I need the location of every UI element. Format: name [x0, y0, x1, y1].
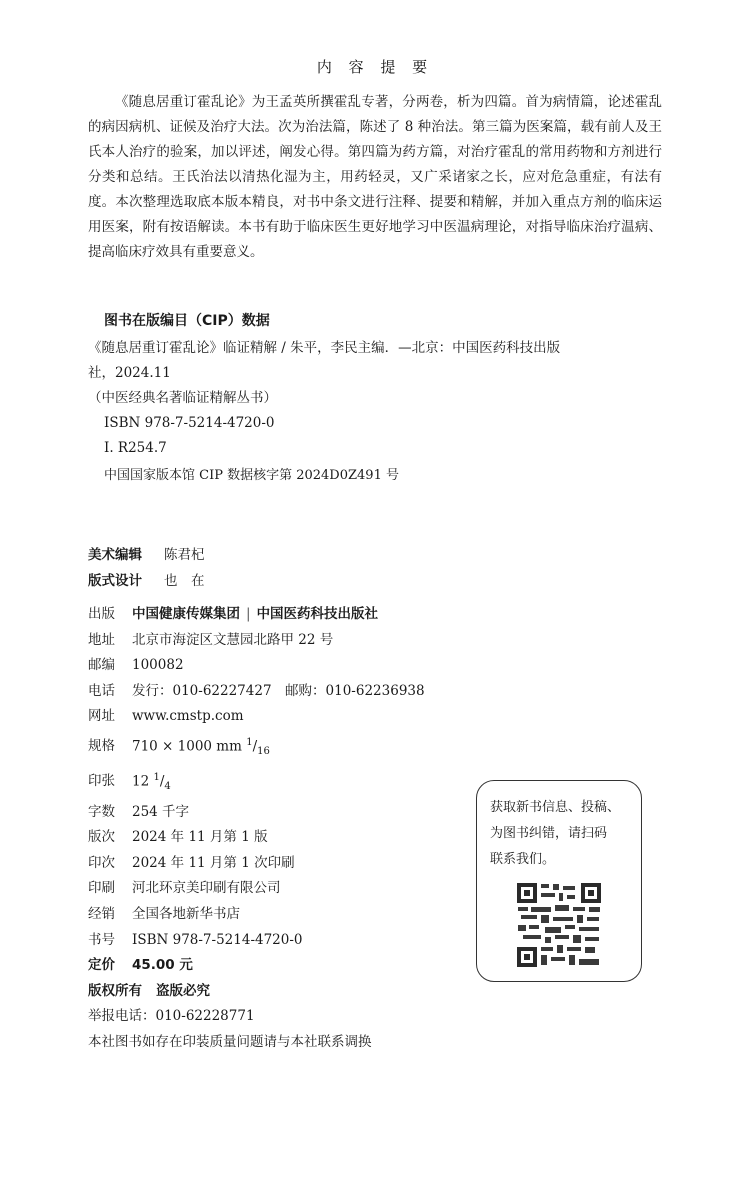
cip-title-line-cont: 社，2024.11 [88, 365, 171, 381]
field-label: 印张 [88, 773, 115, 790]
credit-label: 美术编辑 [88, 547, 142, 563]
cip-title-line: 《随息居重订霍乱论》临证精解 / 朱平，李民主编．—北京：中国医药科技出版 [88, 340, 561, 356]
field-value: 河北环京美印刷有限公司 [132, 880, 281, 897]
book-number-row [88, 928, 425, 954]
publisher-separator: | [246, 606, 251, 622]
credit-row-layout-design [88, 568, 205, 594]
summary-section [88, 90, 662, 265]
field-value: 2024 年 11 月第 1 版 [132, 829, 268, 846]
format-row: 规格 710 × 1000 mm $^1/_{16}$ [88, 730, 425, 765]
field-value: ISBN 978-7-5214-4720-0 [132, 931, 303, 948]
report-phone-row: 举报电话：010-62228771 [88, 1008, 255, 1025]
credit-row-art-editor [88, 542, 205, 568]
price-row [88, 953, 425, 979]
publication-info [88, 602, 425, 1055]
printing-row [88, 851, 425, 877]
publisher-group: 中国健康传媒集团 [132, 606, 240, 622]
postcode-row [88, 653, 425, 679]
cip-record-number: 中国国家版本馆 CIP 数据核字第 2024D0Z491 号 [104, 468, 399, 483]
copyright-row [88, 979, 425, 1005]
field-label: 版次 [88, 829, 115, 846]
fraction-denominator: 16 [257, 746, 270, 758]
quality-notice: 本社图书如存在印装质量问题请与本社联系调换 [88, 1033, 372, 1050]
field-label: 出版 [88, 606, 115, 622]
field-label: 网址 [88, 708, 115, 725]
piracy-notice: 盗版必究 [156, 982, 210, 999]
field-label: 邮编 [88, 657, 115, 674]
qr-contact-box [476, 780, 642, 982]
word-count-row [88, 800, 425, 826]
qr-caption-line: 获取新书信息、投稿、 [490, 800, 621, 815]
field-label: 书号 [88, 931, 115, 948]
cip-series: （中医经典名著临证精解丛书） [88, 390, 277, 406]
summary-paragraph: 《随息居重订霍乱论》为王孟英所撰霍乱专著，分两卷，析为四篇。首为病情篇，论述霍乱的病因病机、证候及治疗大法。次为治法篇，陈述了 8 种治法。第三篇为医案篇，载有前人及王氏本人治疗的验案，加以评述，阐发心得。第四篇为药方篇，对治疗霍乱的常用药物和方剂进行分类和总结。王氏治法以清热化湿为主，用药轻灵，又广采诸家之长，应对危急重症，有法有度。本次整理选取底本版本精良，对书中条文进行注释、提要和精解，并加入重点方剂的临床运用医案，附有按语解读。本书有助于临床医生更好地学习中医温病理论，对指导临床治疗温病、提高临床疗效具有重要意义。 [88, 94, 662, 260]
field-label: 印刷 [88, 880, 115, 897]
field-value: 2024 年 11 月第 1 次印刷 [132, 854, 295, 871]
field-label: 规格 [88, 738, 115, 755]
cip-classification: Ⅰ. R254.7 [104, 440, 167, 456]
distributor-row [88, 902, 425, 928]
website-link: www.cmstp.com [132, 708, 244, 725]
field-value: 全国各地新华书店 [132, 905, 240, 922]
copyright-notice: 版权所有 [88, 982, 142, 999]
credit-value: 陈君杞 [164, 547, 205, 563]
publisher-row [88, 602, 425, 628]
qr-caption-line: 为图书纠错，请扫码 [490, 826, 608, 841]
credit-label: 版式设计 [88, 573, 142, 589]
edition-row [88, 825, 425, 851]
fraction-numerator: 1 [153, 771, 160, 783]
field-value: 北京市海淀区文慧园北路甲 22 号 [132, 631, 334, 648]
field-value: 254 千字 [132, 803, 190, 820]
address-row [88, 628, 425, 654]
phone-row [88, 679, 425, 705]
publisher-name: 中国医药科技出版社 [256, 606, 379, 622]
field-label: 经销 [88, 905, 115, 922]
qr-caption-line: 联系我们。 [490, 852, 556, 867]
field-value: 发行：010-62227427 邮购：010-62236938 [132, 682, 425, 699]
field-label: 定价 [88, 957, 115, 974]
credit-value: 也 在 [164, 573, 205, 589]
field-label: 印次 [88, 854, 115, 871]
field-value: 100082 [132, 657, 184, 674]
cip-heading: 图书在版编目（CIP）数据 [104, 313, 270, 329]
field-label: 字数 [88, 803, 115, 820]
printer-row [88, 876, 425, 902]
field-value: 12 [132, 773, 154, 790]
fraction-denominator: 4 [164, 780, 171, 792]
summary-title: 内 容 提 要 [316, 58, 434, 76]
sheets-row: 印张 12 $^1/_4$ [88, 765, 425, 800]
field-value: 710 × 1000 mm [132, 738, 247, 755]
credits-block [88, 542, 205, 594]
cip-isbn: ISBN 978-7-5214-4720-0 [104, 415, 275, 431]
qr-caption [490, 795, 636, 873]
fraction-numerator: 1 [246, 736, 253, 748]
field-label: 地址 [88, 631, 115, 648]
website-row [88, 704, 425, 730]
field-label: 电话 [88, 682, 115, 699]
qr-code-icon[interactable] [515, 881, 603, 969]
cip-data-block [88, 330, 662, 461]
price-value: 45.00 元 [132, 957, 193, 974]
